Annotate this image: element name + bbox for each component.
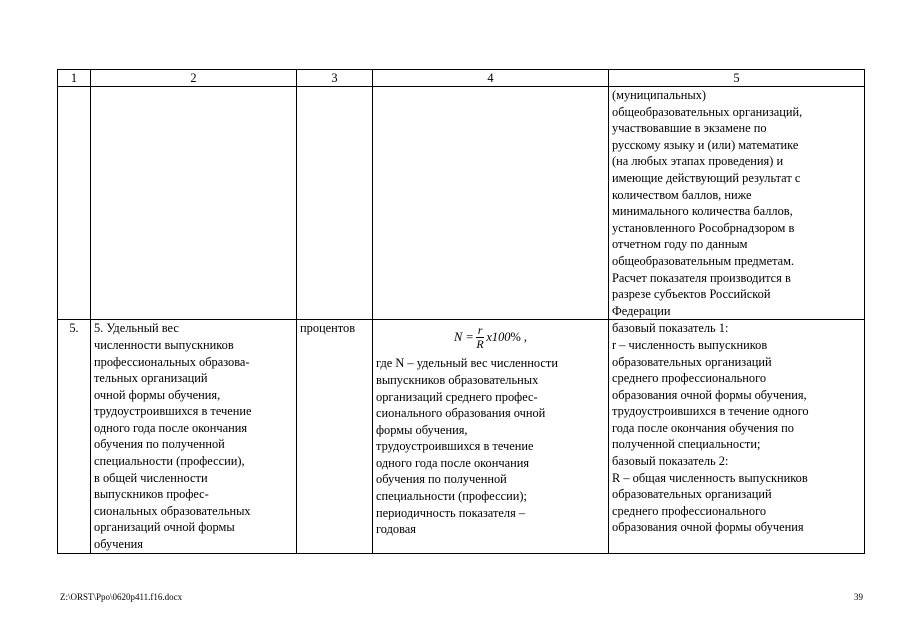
page-number: 39 [854, 592, 863, 602]
text-line: обучения [94, 537, 143, 552]
text-line: где N – удельный вес численности [376, 356, 558, 371]
text-line: отчетном году по данным [612, 237, 748, 252]
text-line: обучения по полученной [94, 437, 225, 452]
text-line: организаций среднего профес- [376, 389, 538, 404]
header-cell: 1 [58, 70, 91, 87]
header-cell: 5 [609, 70, 865, 87]
text-line: (муниципальных) [612, 88, 707, 102]
text-line: среднего профессионального [612, 503, 767, 518]
text-line: сионального образования очной [376, 406, 546, 421]
text-line: разрезе субъектов Российской [612, 287, 771, 302]
text-line: очной формы обучения, [94, 387, 221, 402]
text-line: выпускников образовательных [376, 372, 539, 387]
text-line: полученной специальности; [612, 437, 761, 452]
formula-comma: , [523, 330, 528, 345]
text-line: профессиональных образова- [94, 354, 250, 369]
text-line: общеобразовательных организаций, [612, 104, 803, 119]
text-line: русскому языку и (или) математике [612, 137, 799, 152]
text-line: Федерации [612, 303, 671, 318]
formula-lhs: N = [453, 330, 474, 345]
text-line: тельных организаций [94, 371, 208, 386]
text-line: образовательных организаций [612, 487, 772, 502]
text-line: трудоустроившихся в течение [376, 439, 534, 454]
text-line: одного года после окончания [376, 455, 530, 470]
table-row-5 [58, 320, 865, 553]
indicator-table [57, 69, 865, 554]
text-line: годовая [376, 522, 416, 537]
formula-percent: % [510, 330, 521, 345]
text-line: одного года после окончания [94, 420, 248, 435]
text-line: Расчет показателя производится в [612, 270, 791, 285]
text-line: 5. Удельный вес [94, 321, 179, 336]
text-line: базовый показатель 2: [612, 454, 729, 469]
unit-cell: процентов [297, 320, 373, 553]
table-cell [297, 87, 373, 320]
text-line: R – общая численность выпускников [612, 470, 808, 485]
text-line: в общей численности [94, 470, 208, 485]
text-line: трудоустроившихся в течение одного [612, 404, 809, 419]
text-line: численности выпускников [94, 337, 234, 352]
text-line: формы обучения, [376, 422, 468, 437]
text-line: периодичность показателя – [376, 505, 526, 520]
text-line: минимального количества баллов, [612, 204, 793, 219]
text-line: образования очной формы обучения [612, 520, 804, 535]
table-cell [58, 87, 91, 320]
table-row-continuation [58, 87, 865, 320]
text-line: установленного Рособрнадзором в [612, 220, 795, 235]
text-line: специальности (профессии), [94, 454, 245, 469]
indicator-name-cell [91, 320, 297, 553]
footer-file-path: Z:\ORST\Ppo\0620p411.f16.docx [60, 592, 183, 602]
formula-numerator: r [477, 322, 483, 337]
text-line: участвовавшие в экзамене по [612, 121, 767, 136]
table-cell [91, 87, 297, 320]
formula-fraction [476, 324, 485, 351]
text-line: образовательных организаций [612, 354, 772, 369]
text-line: имеющие действующий результат с [612, 170, 801, 185]
text-line: выпускников профес- [94, 487, 209, 502]
method-cell [373, 320, 609, 553]
base-indicators-cell [609, 320, 865, 553]
text-line: среднего профессионального [612, 371, 767, 386]
text-line: трудоустроившихся в течение [94, 404, 252, 419]
formula-multiplier: x100 [486, 330, 511, 345]
text-line: общеобразовательным предметам. [612, 253, 795, 268]
text-line: базовый показатель 1: [612, 321, 729, 336]
formula-denominator: R [476, 336, 484, 351]
header-cell: 3 [297, 70, 373, 87]
table-header-row [58, 70, 865, 87]
text-line: (на любых этапах проведения) и [612, 154, 784, 169]
text-line: сиональных образовательных [94, 503, 251, 518]
row-number-cell: 5. [58, 320, 91, 553]
text-line: организаций очной формы [94, 520, 235, 535]
text-line: r – численность выпускников [612, 337, 768, 352]
header-cell: 4 [373, 70, 609, 87]
table-cell [373, 87, 609, 320]
text-line: специальности (профессии); [376, 489, 527, 504]
text-line: года после окончания обучения по [612, 420, 794, 435]
header-cell: 2 [91, 70, 297, 87]
text-line: количеством баллов, ниже [612, 187, 752, 202]
continuation-text-cell [609, 87, 865, 320]
text-line: обучения по полученной [376, 472, 507, 487]
formula [376, 320, 605, 354]
text-line: образования очной формы обучения, [612, 387, 807, 402]
